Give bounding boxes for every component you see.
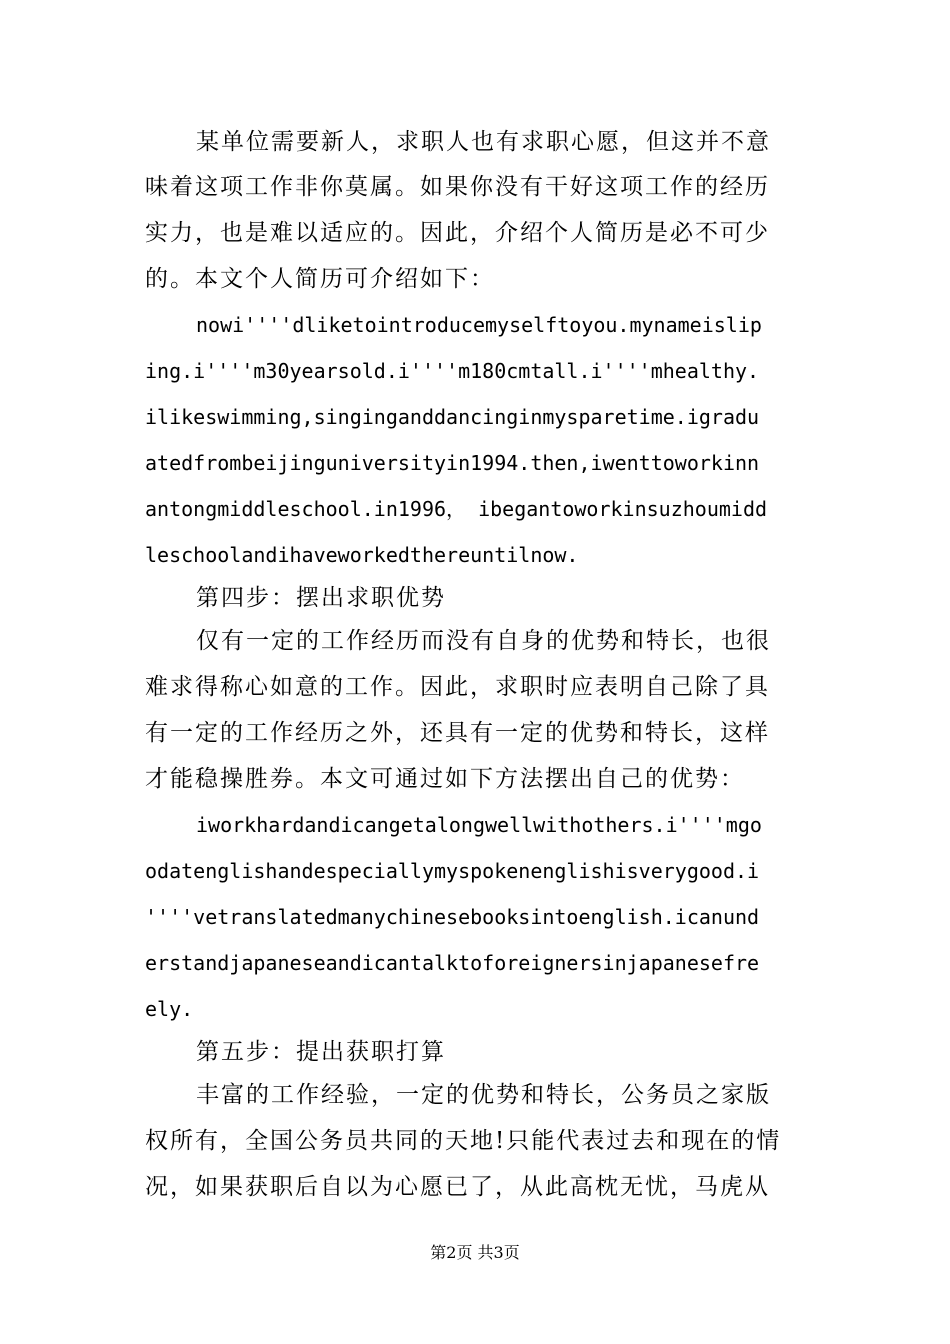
english-sample-2-line-3: ''''vetranslatedmanychinesebooksintoenglish.icanund [145,905,760,929]
paragraph-intro-line-4: 的。本文个人简历可介绍如下： [145,266,495,292]
english-sample-2-line-1: iworkhardandicangetalongwellwithothers.i''''mgo [196,813,762,837]
english-sample-2-line-4: erstandjapaneseandicantalktoforeignersinjapanesefre [145,951,760,975]
english-sample-2-line-5: ely. [145,997,194,1021]
english-sample-2-line-2: odatenglishandespeciallymyspokenenglishisverygood.i [145,859,760,883]
section-heading-step-4: 第四步：摆出求职优势 [196,585,446,611]
paragraph-intro-line-1: 某单位需要新人，求职人也有求职心愿，但这并不意 [196,129,771,155]
english-sample-1-line-4: atedfrombeijinguniversityin1994.then,iwenttoworkinn [145,451,760,475]
paragraph-advantage-line-3: 有一定的工作经历之外，还具有一定的优势和特长，这样 [145,720,770,746]
paragraph-intro-line-3: 实力，也是难以适应的。因此，介绍个人简历是必不可少 [145,220,770,246]
section-heading-step-5: 第五步：提出获职打算 [196,1039,446,1065]
paragraph-advantage-line-4: 才能稳操胜券。本文可通过如下方法摆出自己的优势： [145,766,745,792]
page-number-footer: 第2页 共3页 [430,1243,520,1262]
paragraph-plan-line-1: 丰富的工作经验，一定的优势和特长，公务员之家版 [196,1082,771,1108]
english-sample-1-line-5: antongmiddleschool.in1996， ibegantoworkinsuzhoumidd [145,497,768,521]
paragraph-intro-line-2: 味着这项工作非你莫属。如果你没有干好这项工作的经历 [145,174,770,200]
paragraph-plan-line-3: 况，如果获职后自以为心愿已了，从此高枕无忧，马虎从 [145,1174,770,1200]
paragraph-plan-line-2: 权所有，全国公务员共同的天地!只能代表过去和现在的情 [145,1128,782,1154]
english-sample-1-line-2: ing.i''''m30yearsold.i''''m180cmtall.i''''mhealthy. [145,359,760,383]
english-sample-1-line-1: nowi''''dliketointroducemyselftoyou.mynameislip [196,313,762,337]
paragraph-advantage-line-2: 难求得称心如意的工作。因此，求职时应表明自己除了具 [145,674,770,700]
english-sample-1-line-6: leschoolandihaveworkedthereuntilnow. [145,543,579,567]
english-sample-1-line-3: ilikeswimming,singinganddancinginmysparetime.igradu [145,405,760,429]
paragraph-advantage-line-1: 仅有一定的工作经历而没有自身的优势和特长，也很 [196,628,771,654]
